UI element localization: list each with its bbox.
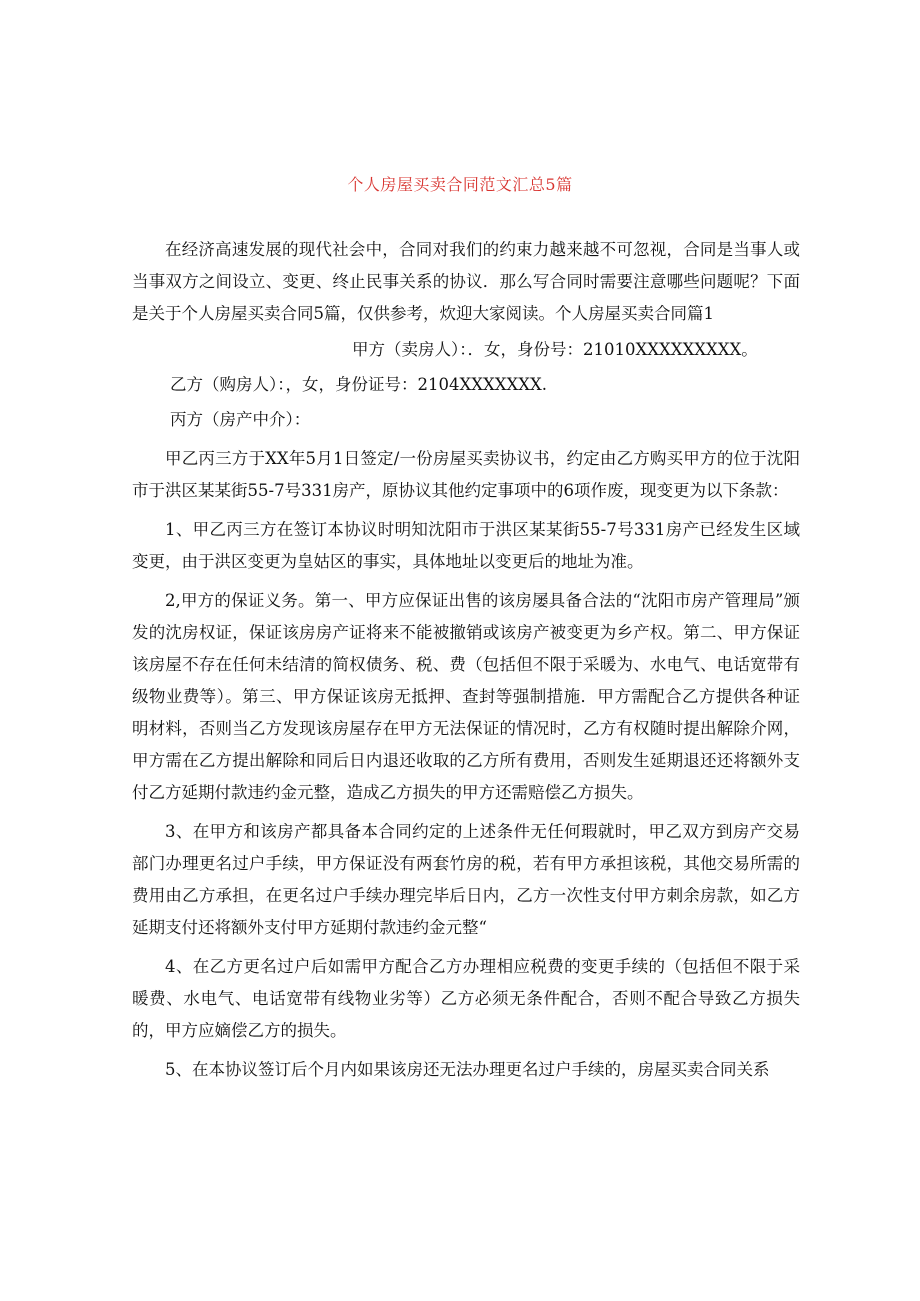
party-b-line: 乙方（购房人）：，女，身份证号：2104XXXXXXX. [170,375,547,394]
party-a-line: 甲方（卖房人）：．女，身份号：21010XXXXXXXXX。 [352,340,758,359]
clause-5-paragraph: 5、在本协议签订后个月内如果该房还无法办理更名过户手续的，房屋买卖合同关系 [165,1060,770,1079]
document-title: 个人房屋买卖合同范文汇总5篇 [347,175,573,194]
document-body [132,234,800,1086]
clause-4-paragraph: 4、在乙方更名过户后如需甲方配合乙方办理相应税费的变更手续的（包括但不限于采暖费、水电气、电话宽带有线物业劣等）乙方必须无条件配合，否则不配合导致乙方损失的，甲方应嫡偿乙方的损失。 [132,957,800,1040]
intro-paragraph: 在经济高速发展的现代社会中，合同对我们的约束力越来越不可忽视，合同是当事人或当事双方之间设立、变更、终止民事关系的协议．那么写合同时需要注意哪些问题呢？下面是关于个人房屋买卖合同5篇，仅供参考，炊迎大家阅读。个人房屋买卖合同篇1 [132,240,800,323]
background-paragraph: 甲乙丙三方于XX年5月1日签定/一份房屋买卖协议书，约定由乙方购买甲方的位于沈阳市于洪区某某街55-7号331房产，原协议其他约定事项中的6项作废，现变更为以下条款： [132,449,800,500]
clause-2-paragraph: 2,甲方的保证义务。第一、甲方应保证出售的该房屡具备合法的“沈阳市房产管理局”颁发的沈房权证，保证该房房产证将来不能被撤销或该房产被变更为乡产权。第二、甲方保证该房屋不存在任何未结清的简权债务、税、费（包括但不限于采暖为、水电气、电话宽带有级物业费等）。第三、甲方保证该房无抵押、查封等强制措施．甲方需配合乙方提供各种证明材料，否则当乙方发现该房屋存在甲方无法保证的情况时，乙方有权随时提出解除介网，甲方需在乙方提出解除和同后日内退还收取的乙方所有费用，否则发生延期退还还将额外支付乙方延期付款违约金元整，造成乙方损失的甲方还需赔偿乙方损失。 [132,591,800,802]
clause-1-paragraph: 1、甲乙丙三方在签订本协议时明知沈阳市于洪区某某街55-7号331房产已经发生区域变更，由于洪区变更为皇姑区的事实，具体地址以变更后的地址为准。 [132,520,800,571]
party-c-line: 丙方（房产中介）： [170,410,311,429]
clause-3-paragraph: 3、在甲方和该房产都具备本合同约定的上述条件无任何瑕就时，甲乙双方到房产交易部门办理更名过户手续，甲方保证没有两套竹房的税，若有甲方承担该税，其他交易所需的费用由乙方承担，在更名过户手续办理完毕后日内，乙方一次性支付甲方刺余房款，如乙方延期支付还将额外支付甲方延期付款违约金元整“ [132,822,800,937]
